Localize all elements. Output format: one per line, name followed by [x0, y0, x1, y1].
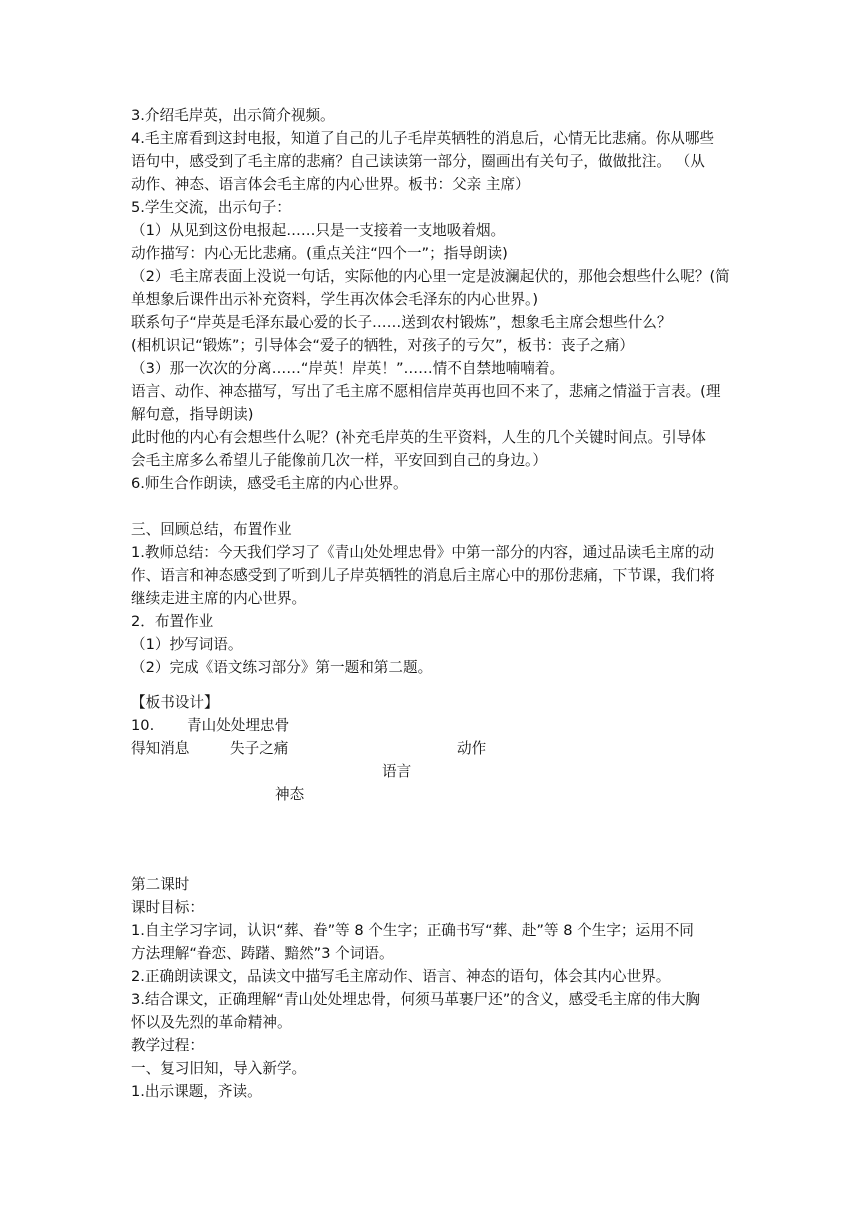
text-line: 解句意，指导朗读): [131, 406, 254, 423]
text-line: 2.正确朗读课文，品读文中描写毛主席动作、语言、神态的语句，体会其内心世界。: [131, 968, 671, 985]
text-line: 语句中，感受到了毛主席的悲痛？自己读读第一部分，圈画出有关句子，做做批注。 （从: [131, 153, 705, 170]
text-line: 5.学生交流，出示句子：: [131, 199, 291, 216]
text-line: 6.师生合作朗读，感受毛主席的内心世界。: [131, 475, 408, 492]
text-line: 语言、动作、神态描写，写出了毛主席不愿相信岸英再也回不来了，悲痛之情溢于言表。(理: [131, 383, 721, 400]
step-heading: 一、复习旧知，导入新学。: [131, 1060, 307, 1077]
text-line: 1.自主学习字词，认识“葬、眷”等 8 个生字；正确书写“葬、赴”等 8 个生字；运用不同: [131, 922, 694, 939]
text-line: 继续走进主席的内心世界。: [131, 590, 307, 607]
text-line: （1）抄写词语。: [131, 636, 243, 653]
text-line: 联系句子“岸英是毛泽东最心爱的长子……送到农村锻炼”，想象毛主席会想些什么？: [131, 314, 672, 331]
board-heading: 【板书设计】: [131, 694, 219, 711]
text-line: （1）从见到这份电报起……只是一支接着一支地吸着烟。: [131, 222, 506, 239]
lesson-title: 第二课时: [131, 876, 190, 893]
section-heading: 三、回顾总结，布置作业: [131, 521, 292, 538]
text-line: （2）毛主席表面上没说一句话，实际他的内心里一定是波澜起伏的，那他会想些什么呢？(简: [131, 268, 730, 285]
board-mid: 语言: [382, 763, 412, 780]
board-title: 青山处处埋忠骨: [187, 717, 290, 734]
text-line: 3.介绍毛岸英，出示简介视频。: [131, 107, 335, 124]
text-line: 作、语言和神态感受到了听到儿子岸英牺牲的消息后主席心中的那份悲痛，下节课，我们将: [131, 567, 715, 584]
text-line: 动作描写：内心无比悲痛。(重点关注“四个一”；指导朗读): [131, 245, 508, 262]
text-line: 会毛主席多么希望儿子能像前几次一样，平安回到自己的身边。）: [131, 452, 547, 469]
board-right-1: 动作: [457, 740, 487, 757]
text-line: （3）那一次次的分离……“岸英！岸英！”……情不自禁地喃喃着。: [131, 360, 565, 377]
board-number: 10.: [131, 717, 155, 734]
board-left-2: 失子之痛: [230, 740, 289, 757]
text-line: 1.出示课题，齐读。: [131, 1083, 262, 1100]
board-left-1: 得知消息: [131, 740, 190, 757]
goal-label: 课时目标：: [131, 899, 204, 916]
text-line: 动作、神态、语言体会毛主席的内心世界。板书：父亲 主席）: [131, 176, 530, 193]
text-line: 方法理解“眷恋、踌躇、黯然”3 个词语。: [131, 945, 394, 962]
text-line: 4.毛主席看到这封电报，知道了自己的儿子毛岸英牺牲的消息后，心情无比悲痛。你从哪些: [131, 130, 715, 147]
text-line: 3.结合课文，正确理解“青山处处埋忠骨，何须马革裹尸还”的含义，感受毛主席的伟大胸: [131, 991, 701, 1008]
text-line: 此时他的内心有会想些什么呢？(补充毛岸英的生平资料，人生的几个关键时间点。引导体: [131, 429, 706, 446]
board-low: 神态: [275, 786, 305, 803]
text-line: 2．布置作业: [131, 613, 214, 630]
text-line: 1.教师总结：今天我们学习了《青山处处埋忠骨》中第一部分的内容，通过品读毛主席的动: [131, 544, 715, 561]
text-line: 怀以及先烈的革命精神。: [131, 1014, 292, 1031]
process-label: 教学过程：: [131, 1037, 204, 1054]
text-line: (相机识记“锻炼”；引导体会“爱子的牺牲，对孩子的亏欠”，板书：丧子之痛）: [131, 337, 634, 354]
text-line: 单想象后课件出示补充资料，学生再次体会毛泽东的内心世界。): [131, 291, 539, 308]
text-line: （2）完成《语文练习部分》第一题和第二题。: [131, 659, 433, 676]
